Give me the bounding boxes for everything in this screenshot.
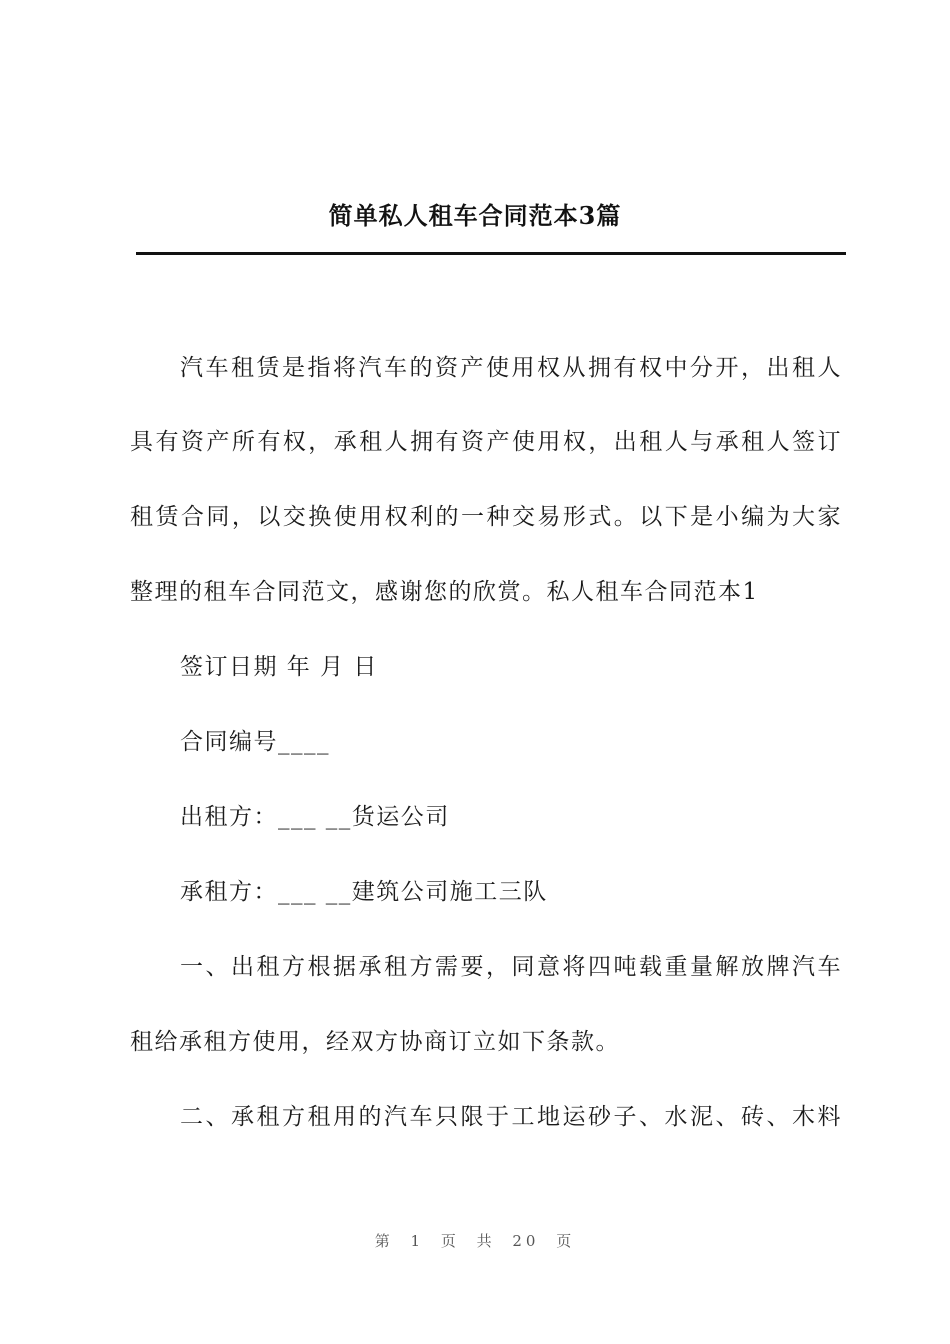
lessor-line: 出租方：___ __货运公司 xyxy=(180,804,450,830)
paragraph-line: 二、承租方租用的汽车只限于工地运砂子、水泥、砖、木料 xyxy=(180,1104,842,1130)
paragraph-line: 租给承租方使用，经双方协商订立如下条款。 xyxy=(130,1029,620,1055)
document-title: 简单私人租车合同范本3篇 xyxy=(328,201,622,230)
paragraph-line: 一、出租方根据承租方需要，同意将四吨载重量解放牌汽车 xyxy=(180,954,842,980)
signing-date-line: 签订日期 年 月 日 xyxy=(180,654,378,680)
contract-number-line: 合同编号____ xyxy=(180,729,330,755)
paragraph-line: 租赁合同，以交换使用权利的一种交易形式。以下是小编为大家 xyxy=(130,504,842,530)
paragraph-line: 汽车租赁是指将汽车的资产使用权从拥有权中分开，出租人 xyxy=(180,355,842,381)
paragraph-line: 整理的租车合同范文，感谢您的欣赏。私人租车合同范本1 xyxy=(130,579,759,605)
lessee-line: 承租方：___ __建筑公司施工三队 xyxy=(180,879,548,905)
page-footer: 第 1 页 共 20 页 xyxy=(374,1232,576,1250)
document-body xyxy=(130,0,842,1200)
paragraph-line: 具有资产所有权，承租人拥有资产使用权，出租人与承租人签订 xyxy=(130,429,842,455)
